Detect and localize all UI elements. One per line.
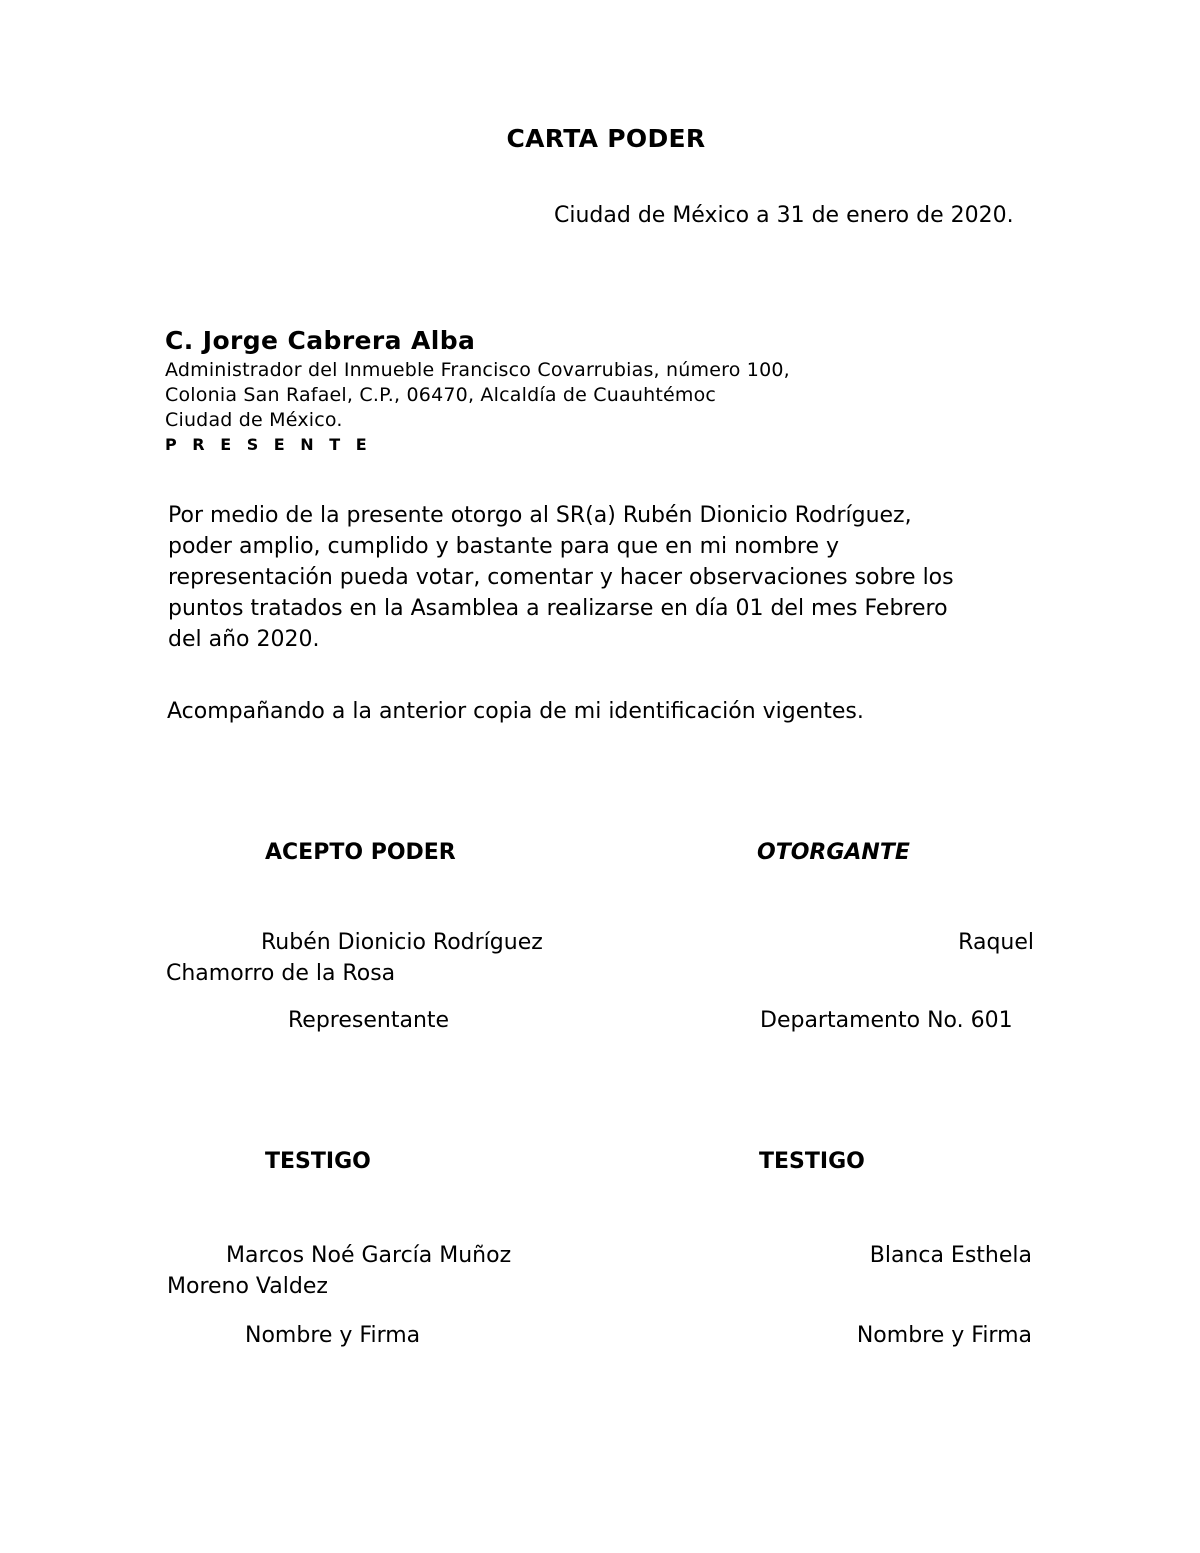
presente-label: P R E S E N T E — [165, 435, 372, 454]
testigo-right-role: Nombre y Firma — [856, 1323, 1032, 1348]
body-line-4: puntos tratados en la Asamblea a realizarse en día 01 del mes Febrero — [168, 596, 948, 621]
testigo-left-name: Marcos Noé García Muñoz — [226, 1243, 512, 1268]
document-title: CARTA PODER — [506, 124, 706, 153]
testigo-right-heading: TESTIGO — [759, 1149, 865, 1174]
addressee-name: C. Jorge Cabrera Alba — [165, 326, 476, 355]
otorgante-heading: OTORGANTE — [757, 840, 910, 865]
otorgante-name-line-2: Chamorro de la Rosa — [166, 961, 396, 986]
body-line-2: poder amplio, cumplido y bastante para que en mi nombre y — [168, 534, 840, 559]
addressee-address-line-2: Colonia San Rafael, C.P., 06470, Alcaldía de Cuauhtémoc — [165, 384, 717, 406]
attachment-note: Acompañando a la anterior copia de mi identificación vigentes. — [167, 699, 864, 724]
testigo-right-name-line-1: Blanca Esthela — [869, 1243, 1032, 1268]
body-paragraph — [168, 500, 1048, 655]
testigo-left-role: Nombre y Firma — [245, 1323, 421, 1348]
testigo-left-heading: TESTIGO — [265, 1149, 371, 1174]
body-line-1: Por medio de la presente otorgo al SR(a) Rubén Dionicio Rodríguez, — [168, 503, 912, 528]
body-line-5: del año 2020. — [168, 627, 320, 652]
addressee-address-line-3: Ciudad de México. — [165, 409, 343, 431]
body-line-3: representación pueda votar, comentar y hacer observaciones sobre los — [168, 565, 954, 590]
place-date: Ciudad de México a 31 de enero de 2020. — [554, 203, 1014, 228]
otorgante-name-line-1: Raquel — [958, 930, 1034, 955]
acepto-poder-heading: ACEPTO PODER — [265, 840, 456, 865]
acepto-poder-name: Rubén Dionicio Rodríguez — [261, 930, 543, 955]
otorgante-role: Departamento No. 601 — [760, 1008, 1013, 1033]
acepto-poder-role: Representante — [288, 1008, 450, 1033]
addressee-address-line-1: Administrador del Inmueble Francisco Covarrubias, número 100, — [165, 359, 790, 381]
testigo-right-name-line-2: Moreno Valdez — [167, 1274, 328, 1299]
